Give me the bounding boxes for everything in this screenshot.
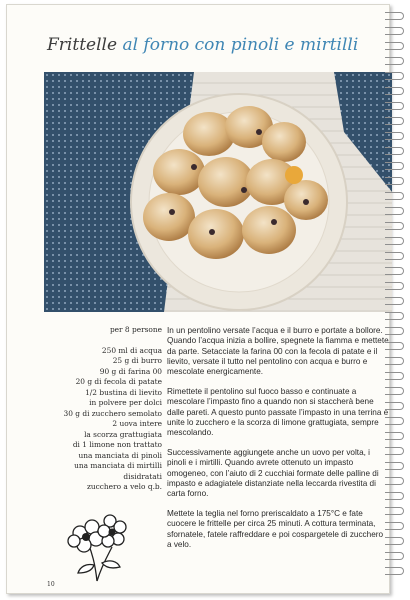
spiral-ring-icon [385, 462, 404, 470]
spiral-ring-icon [385, 402, 404, 410]
step-paragraph: In un pentolino versate l’acqua e il burro e portate a bollore. Quando l’acqua inizia a bollire, spegnete la fiamma e mettete da parte. Setacciate la farina 00 con la fecola di patate e il lievito, versate il tutto nel pentolino con acqua e burro e mescolate energicamente. [167, 326, 389, 377]
spiral-ring-icon [385, 537, 404, 545]
spiral-ring-icon [385, 297, 404, 305]
step-paragraph: Successivamente aggiungete anche un uovo per volta, i pinoli e i mirtilli. Quando avrete ottenuto un impasto omogeneo, con l’aiuto di 2 cucchiai formate delle palline di impasto e adagiatele distanziate nella leccarda rivestita di carta forno. [167, 447, 379, 499]
spiral-ring-icon [385, 342, 404, 350]
ingredient-item: la scorza grattugiata [84, 429, 162, 439]
spiral-ring-icon [385, 57, 404, 65]
spiral-ring-icon [385, 282, 404, 290]
spiral-ring-icon [385, 132, 404, 140]
ingredients-list [49, 325, 162, 493]
ingredient-item: una manciata di pinoli [78, 450, 162, 460]
spiral-ring-icon [385, 312, 404, 320]
ingredient-item: in polvere per dolci [89, 398, 162, 407]
spiral-binding [384, 12, 404, 588]
step-paragraph: Mettete la teglia nel forno preriscaldato a 175°C e fate cuocere le frittelle per circa 25 minuti. A cottura terminata, sfornatele, fatele raffreddare e poi cospargetele di zucchero a velo. [167, 508, 384, 549]
ingredient-item: 2 uova intere [112, 419, 162, 428]
spiral-ring-icon [385, 327, 404, 335]
spiral-ring-icon [385, 12, 404, 20]
ingredient-item: 250 ml di acqua [101, 345, 162, 355]
spiral-ring-icon [385, 432, 404, 440]
fritters-photo-illustration [44, 72, 392, 312]
step-paragraph: Rimettete il pentolino sul fuoco basso e continuate a mescolare l’impasto fino a quando non si staccherà bene dalle pareti. A questo punto passate l’impasto in una terrina e unite lo zucchero e la scorza di limone grattugiata, sempre mescolando. [167, 386, 389, 438]
spiral-ring-icon [385, 27, 404, 35]
spiral-ring-icon [385, 252, 404, 260]
flower-doodle-icon [62, 503, 132, 583]
spiral-ring-icon [385, 162, 404, 170]
page-number: 10 [47, 581, 55, 588]
spiral-ring-icon [385, 87, 404, 95]
spiral-ring-icon [385, 417, 404, 425]
spiral-ring-icon [385, 192, 404, 200]
ingredient-item: di 1 limone non trattato [72, 440, 162, 449]
title-part-1: Frittelle [47, 35, 118, 55]
spiral-ring-icon [385, 147, 404, 155]
ingredient-item: 1/2 bustina di lievito [85, 387, 162, 397]
spiral-ring-icon [385, 42, 404, 50]
spiral-ring-icon [385, 522, 404, 530]
spiral-ring-icon [385, 567, 404, 575]
spiral-ring-icon [385, 372, 404, 380]
spiral-ring-icon [385, 72, 404, 80]
recipe-title [47, 35, 387, 55]
recipe-steps [167, 326, 389, 560]
servings: per 8 persone [109, 325, 162, 334]
ingredient-item: una manciata di mirtilli [74, 461, 162, 470]
spiral-ring-icon [385, 237, 404, 245]
spiral-ring-icon [385, 477, 404, 485]
spiral-ring-icon [385, 387, 404, 395]
spiral-ring-icon [385, 357, 404, 365]
title-part-2: al forno con pinoli e mirtilli [122, 35, 359, 55]
ingredient-item: zucchero a velo q.b. [86, 482, 162, 491]
spiral-ring-icon [385, 492, 404, 500]
spiral-ring-icon [385, 222, 404, 230]
recipe-photo [44, 72, 392, 312]
ingredient-item: 25 g di burro [112, 356, 162, 365]
ingredient-item: disidratati [123, 471, 162, 481]
spiral-ring-icon [385, 207, 404, 215]
ingredient-item: 20 g di fecola di patate [75, 377, 162, 386]
spiral-ring-icon [385, 117, 404, 125]
spiral-ring-icon [385, 267, 404, 275]
spiral-ring-icon [385, 552, 404, 560]
spiral-ring-icon [385, 102, 404, 110]
spiral-ring-icon [385, 507, 404, 515]
spiral-ring-icon [385, 447, 404, 455]
spiral-ring-icon [385, 177, 404, 185]
recipe-page [6, 4, 390, 594]
ingredient-item: 90 g di farina 00 [99, 366, 162, 376]
ingredient-item: 30 g di zucchero semolato [63, 408, 162, 418]
